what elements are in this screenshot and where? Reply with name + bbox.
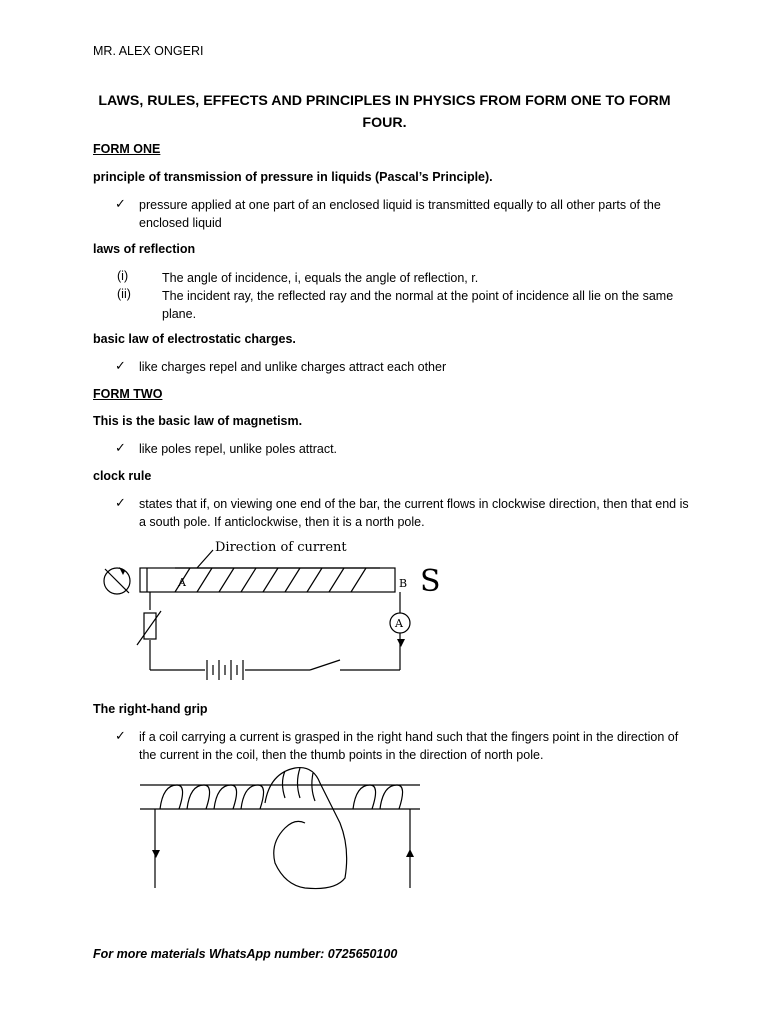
magnetism-bullet: like poles repel, unlike poles attract.: [139, 442, 338, 456]
coil-loops: [160, 785, 403, 809]
solenoid-circuit-diagram: [95, 535, 455, 695]
up-arrow: [406, 849, 414, 857]
magnetism-heading: This is the basic law of magnetism.: [93, 414, 303, 428]
clock-rule-heading: clock rule: [93, 469, 152, 483]
reflection-heading: laws of reflection: [93, 242, 196, 256]
reflection-item-text: The incident ray, the reflected ray and the normal at the point of incidence all lie on the same plane.: [162, 289, 674, 321]
pascal-heading: principle of transmission of pressure in liquids (Pascal’s Principle).: [93, 170, 493, 184]
check-icon: ✓: [115, 358, 126, 373]
electrostatic-heading: basic law of electrostatic charges.: [93, 332, 296, 346]
down-arrow: [152, 850, 160, 858]
label-s: S: [420, 564, 441, 599]
right-hand-grip-diagram: [135, 763, 430, 893]
reflection-item-num: (i): [117, 269, 129, 283]
current-arrow: [397, 639, 405, 647]
clockwise-arrow: [119, 567, 125, 575]
page-title: LAWS, RULES, EFFECTS AND PRINCIPLES IN PHYSICS FROM FORM ONE TO FORM FOUR.: [98, 93, 671, 131]
check-icon: ✓: [115, 728, 126, 743]
hand-outline: [265, 768, 347, 889]
direction-of-current-label: Direction of current: [215, 540, 347, 555]
pascal-bullet: pressure applied at one part of an enclosed liquid is transmitted equally to all other parts of the enclosed liquid: [139, 198, 661, 230]
right-hand-grip-heading: The right-hand grip: [93, 702, 208, 716]
form-two-heading: FORM TWO: [93, 387, 163, 401]
electrostatic-bullet: like charges repel and unlike charges attract each other: [139, 360, 447, 374]
clock-rule-bullet: states that if, on viewing one end of the bar, the current flows in clockwise direction, then that end is a south pole. If anticlockwise, then it is a north pole.: [139, 497, 689, 529]
right-hand-grip-bullet: if a coil carrying a current is grasped in the right hand such that the fingers point in the direction of the current in the coil, then the thumb points in the direction of north pole.: [139, 730, 679, 762]
form-one-heading: FORM ONE: [93, 142, 161, 156]
battery: [207, 660, 243, 680]
footer-contact: For more materials WhatsApp number: 0725650100: [93, 947, 398, 961]
label-a: A: [178, 576, 186, 589]
check-icon: ✓: [115, 495, 126, 510]
check-icon: ✓: [115, 196, 126, 211]
coil-windings: [175, 568, 380, 592]
label-b: B: [399, 577, 408, 590]
check-icon: ✓: [115, 440, 126, 455]
author-header: MR. ALEX ONGERI: [93, 44, 204, 58]
reflection-item-num: (ii): [117, 287, 131, 301]
ammeter-label: A: [395, 617, 403, 630]
reflection-item-text: The angle of incidence, i, equals the angle of reflection, r.: [162, 271, 479, 285]
